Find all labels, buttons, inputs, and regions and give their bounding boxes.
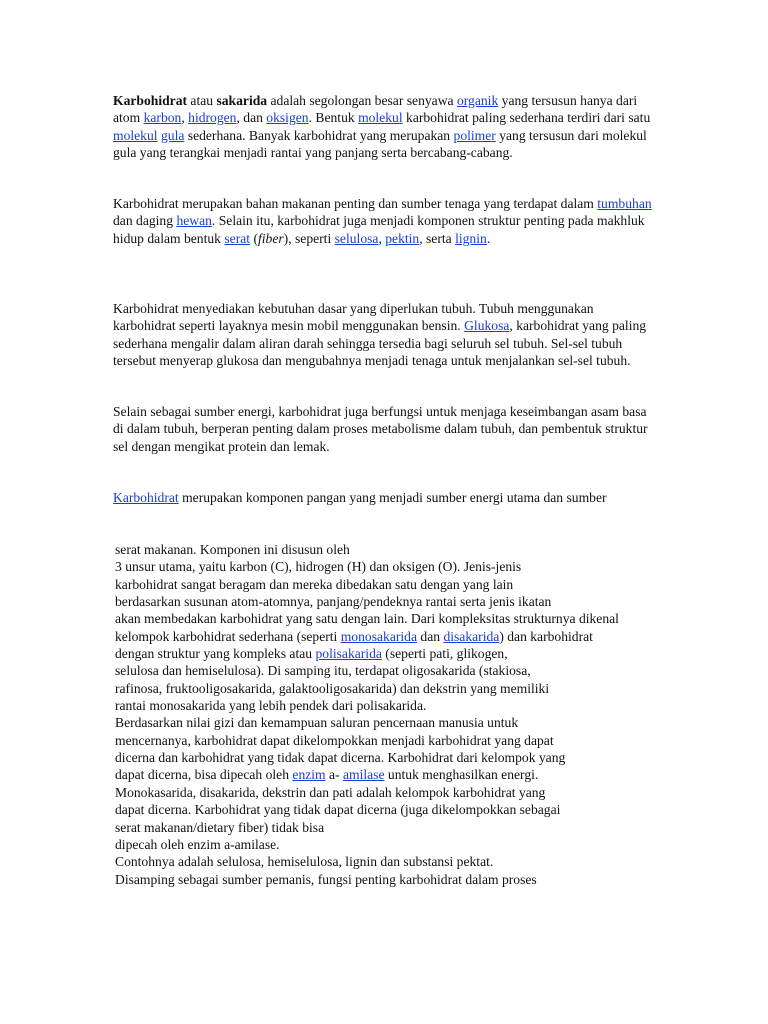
text-run: untuk menghasilkan energi. [384,767,539,783]
text-run: adalah segolongan besar senyawa [267,93,457,108]
paragraph-food-source [113,195,658,247]
hyperlink[interactable]: selulosa [334,230,379,246]
text-run: a- [325,767,343,783]
text-run: rafinosa, fruktooligosakarida, galaktooligosakarida) dan dekstrin yang memiliki [115,680,550,696]
hyperlink[interactable]: amilase [342,767,385,783]
text-run: yang tersusun dari molekul gula yang terangkai menjadi rantai yang panjang serta bercabang-cabang. [113,127,647,161]
paragraph-body-needs [113,300,658,370]
text-run: serat makanan/dietary fiber) tidak bisa [115,819,325,835]
text-run: . Bentuk [308,110,359,126]
text-run: yang tersusun hanya dari atom [113,93,638,126]
hyperlink[interactable]: polisakarida [315,646,382,662]
hyperlink[interactable]: monosakarida [340,628,417,644]
paragraph-food-component [113,489,658,506]
text-run: Selain sebagai sumber energi, karbohidrat juga berfungsi untuk menjaga keseimbangan asam basa di dalam tubuh, berperan penting dalam proses metabolisme dalam tubuh, dan pembentuk struktur sel dengan mengikat protein dan lemak. [113,404,648,454]
text-run: dan [417,628,444,644]
text-run: sederhana. Banyak karbohidrat yang merupakan [184,127,454,143]
text-run: dicerna dan karbohidrat yang tidak dapat dicerna. Karbohidrat dari kelompok yang [115,750,566,766]
text-run: Contohnya adalah selulosa, hemiselulosa, lignin dan substansi pektat. [115,854,494,870]
text-run: , dan [236,110,267,126]
hyperlink[interactable]: molekul [113,127,158,143]
italic-term: fiber [257,230,284,246]
text-run: akan membedakan karbohidrat yang satu dengan lain. Dari kompleksitas strukturnya dikenal [115,611,619,627]
text-run: kelompok karbohidrat sederhana (seperti [115,628,341,644]
text-run: 3 unsur utama, yaitu karbon (C), hidrogen (H) dan oksigen (O). Jenis-jenis [115,559,522,575]
text-run: dapat dicerna. Karbohidrat yang tidak dapat dicerna (juga dikelompokkan sebagai [115,802,561,818]
hyperlink[interactable]: serat [224,230,251,246]
text-run: , [181,110,189,126]
hyperlink[interactable]: tumbuhan [597,196,652,211]
text-run: Monokasarida, disakarida, dekstrin dan pati adalah kelompok karbohidrat yang [115,784,546,800]
text-run: rantai monosakarida yang lebih pendek dari polisakarida. [115,698,427,714]
hyperlink[interactable]: enzim [292,767,326,783]
hyperlink[interactable]: hidrogen [188,110,237,126]
text-run: dapat dicerna, bisa dipecah oleh [115,767,293,783]
text-run: berdasarkan susunan atom-atomnya, panjang/pendeknya rantai serta jenis ikatan [115,594,552,610]
hyperlink[interactable]: Glukosa [464,318,510,334]
text-run: . [486,230,491,246]
text-run: karbohidrat sangat beragam dan mereka dibedakan satu dengan yang lain [115,576,514,592]
text-run: selulosa dan hemiselulosa). Di samping itu, terdapat oligosakarida (stakiosa, [115,663,531,679]
hyperlink[interactable]: pektin [385,230,420,246]
text-run: merupakan komponen pangan yang menjadi sumber energi utama dan sumber [178,490,607,505]
paragraph-definition [113,92,658,162]
paragraph-other-functions [113,403,658,455]
text-run: , serta [419,230,456,246]
text-run: (seperti pati, glikogen, [381,646,508,662]
text-run: karbohidrat paling sederhana terdiri dari satu [402,110,651,126]
hyperlink[interactable]: molekul [358,110,403,126]
text-run: Berdasarkan nilai gizi dan kemampuan saluran pencernaan manusia untuk [115,715,519,731]
hyperlink[interactable]: lignin [455,230,487,246]
hyperlink[interactable]: hewan [176,213,212,229]
hyperlink[interactable]: disakarida [443,628,500,644]
text-run: . Selain itu, karbohidrat juga menjadi komponen struktur penting pada makhluk hidup dalam bentuk [113,213,645,246]
text-run: mencernanya, karbohidrat dapat dikelompokkan menjadi karbohidrat yang dapat [115,732,554,748]
text-run: ) dan karbohidrat [499,628,593,644]
text-run: serat makanan. Komponen ini disusun oleh [115,542,350,557]
hyperlink[interactable]: karbon [143,110,182,126]
hyperlink[interactable]: Karbohidrat [113,490,179,505]
hyperlink[interactable]: gula [160,127,185,143]
text-run: Karbohidrat merupakan bahan makanan penting dan sumber tenaga yang terdapat dalam [113,196,598,211]
hyperlink[interactable]: oksigen [266,110,309,126]
text-run: ), seperti [283,230,335,246]
text-run: , karbohidrat yang paling sederhana mengalir dalam aliran darah sehingga tersedia bagi seluruh sel tubuh. Sel-sel tubuh tersebut menyerap glukosa dan mengubahnya menjadi tenaga untuk menjalankan sel-sel tubuh. [113,318,647,369]
text-run: dengan struktur yang kompleks atau [115,646,316,662]
bold-term: Karbohidrat [113,93,188,108]
text-run: dipecah oleh enzim a-amilase. [115,836,280,852]
text-run: Karbohidrat menyediakan kebutuhan dasar yang diperlukan tubuh. Tubuh menggunakan karbohidrat seperti layaknya mesin mobil menggunakan bensin. [113,301,594,334]
bold-term: sakarida [216,93,268,108]
text-run: atau [187,93,217,108]
text-run: dan daging [113,213,177,229]
hyperlink[interactable]: organik [456,93,499,108]
text-run: , [378,230,386,246]
text-run: Disamping sebagai sumber pemanis, fungsi penting karbohidrat dalam proses [115,871,537,887]
hyperlink[interactable]: polimer [453,127,496,143]
paragraph-composition [115,541,675,888]
text-run: ( [250,230,258,246]
